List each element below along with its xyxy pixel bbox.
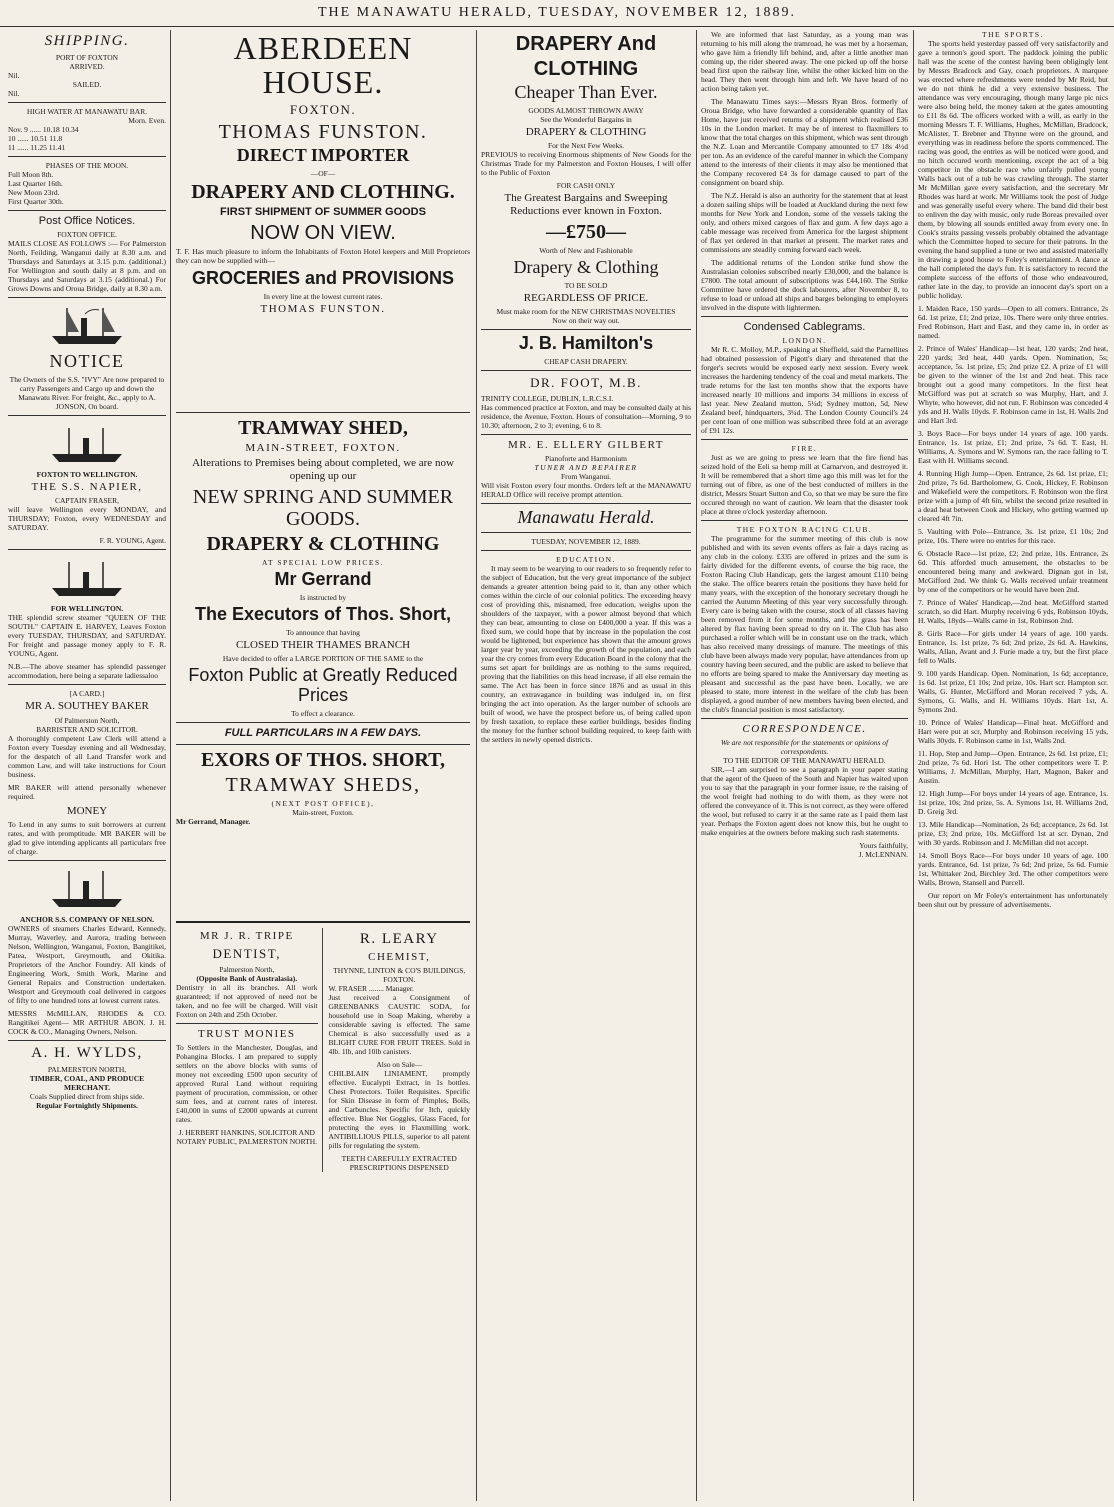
main-street-2: Main-street, Foxton.	[292, 807, 354, 817]
drapery-clothing-heading: DRAPERY AND CLOTHING.	[191, 180, 455, 203]
next-few-weeks: For the Next Few Weeks.	[547, 140, 625, 150]
news-item: The N.Z. Herald is also an authority for the statement that at least a dozen sailing ships will be loaded at Auckland during the next few months for New York and London, some of the vessels taking the only, and others mixed cargoes of flax and gum. A few days ago a cable message was received from America for the largest shipment of flax yet ordered in that market at present. The market rates and commissions are steadily coming forward each week.	[701, 191, 908, 254]
moon-line: Last Quarter 16th.	[8, 179, 63, 189]
sports-result: 12. High Jump—For boys under 14 years of age. Entrance, 1s. 1st prize, 10s; 2nd prize, 5s. A. Symons 1st, H. Williams 2nd, D. Greig 3rd.	[918, 789, 1108, 816]
anchor-agents: MESSRS McMILLAN, RHODES & CO. Rangitikei Agent— MR ARTHUR ABON. J. H. COCK & CO., Managing Owners, Nelson.	[8, 1008, 166, 1036]
london-heading: LONDON.	[782, 336, 827, 346]
column-sports	[918, 30, 1108, 1501]
sports-result: 5. Vaulting with Pole—Entrance, 3s. 1st prize, £1 10s; 2nd prize, 10s. There were no entries for this race.	[918, 527, 1108, 545]
sports-result: 4. Running High Jump—Open. Entrance, 2s 6d. 1st prize, £1; 2nd prize, 7s 6d. Bartholomew, G. Cook, Hickey, F. Robinson and Wakefield were the competitors. F. Robinson won the first prize with a jump of 4ft 6in, whilst the second prize resulted in a dead heat between Cook and Hickey, who getting warmed up cleared 4ft 7in.	[918, 469, 1108, 523]
moon-line: Full Moon 8th.	[8, 170, 54, 180]
column-news	[701, 30, 908, 1501]
tf-announcement: T. F. Has much pleasure to inform the Inhabitants of Foxton Hotel keepers and Mill Proprietors they can now be supplied with—	[176, 246, 470, 265]
gilbert-role: TUNER AND REPAIRER	[534, 462, 638, 472]
next-post-office: (NEXT POST OFFICE),	[271, 798, 375, 808]
leary-text: Just received a Consignment of GREENBANKS CAUSTIC SODA, for household use in Soap Making, whereby a considerable saving is effected. The same Chemical is also successfully used as a BLIGHT CURE FOR FRUIT TREES. Sold in 4lb. 1lb, and 10lb canisters.	[328, 993, 470, 1057]
direct-importer: DIRECT IMPORTER	[236, 144, 410, 165]
route-heading: FOXTON TO WELLINGTON.	[36, 470, 138, 480]
napier-title: THE S.S. NAPIER,	[31, 481, 143, 494]
correspondence-signoff: Yours faithfully,	[859, 841, 908, 851]
column-rule	[696, 30, 697, 1501]
foot-name: DR. FOOT, M.B.	[530, 375, 642, 391]
decided-text: Have decided to offer a LARGE PORTION OF THE SAME to the	[222, 654, 424, 664]
tripe-advert	[176, 928, 323, 1172]
tripe-bank: (Opposite Bank of Australasia).	[196, 973, 298, 983]
steamship-icon	[47, 865, 127, 911]
aberdeen-house-title: ABERDEEN HOUSE.	[233, 30, 413, 100]
foxton-public-heading: Foxton Public at Greatly Reduced Prices	[188, 665, 458, 705]
news-item: The additional returns of the London strike fund show the Australasian colonies subscribed nearly £30,000, and the balance is £7800. The total amount of subscriptions was £44,160. The Strike Committee have ordered the dock labourers, after November 8, to refuse to load or unload all ships and barges belonging to employers involved in the dispute with lightermen.	[701, 258, 908, 312]
date-line: TUESDAY, NOVEMBER 12, 1889.	[531, 536, 641, 546]
sailed-heading: SAILED.	[72, 80, 102, 90]
baker-name: MR A. SOUTHEY BAKER	[25, 700, 149, 713]
full-particulars: FULL PARTICULARS IN A FEW DAYS.	[224, 726, 422, 739]
news-item: The Manawatu Times says:—Messrs Ryan Bros. formerly of Oroua Bridge, who have forwarded a considerable quantity of flax Home, have just received returns of a shipment which realised £36 10s in the London market. It may be of interest to flaxmillers to know that the total charges on this shipment, which was sent through the N.Z. Loan and Mercantile Company amounted to £7 18s 4½d per ton. As an evidence of the careful manner in which the Company attend to the interests of their clients it may also be mentioned that the Company recovered £4 3s for damage caused to part of the consignment on board ship.	[701, 97, 908, 187]
see-wonderful: See the Wonderful Bargains in	[540, 114, 632, 124]
also-on-sale: Also on Sale—	[376, 1060, 423, 1070]
queen-text: THE splendid screw steamer "QUEEN OF THE SOUTH." CAPTAIN E. HARVEY, Leaves Foxton every TUESDAY, THURSDAY, and SATURDAY. For freight and passage money apply to F. R. YOUNG, Agent.	[8, 613, 166, 659]
drapery-clothing-heading-2: DRAPERY & CLOTHING	[206, 533, 440, 556]
for-cash: FOR CASH ONLY	[556, 180, 616, 190]
gilbert-name: MR. E. ELLERY GILBERT	[507, 438, 664, 451]
napier-agent: F. R. YOUNG, Agent.	[99, 536, 166, 546]
racing-club-text: The programme for the summer meeting of this club is now published and with its seven events offers as fair a days racing as any club in the colony. £335 are offered in prizes and the sum is fairly divided for the different events, of course the big race, the Foxton Racing Club Handicap, gets the largest amount £110 being the stake. The office bearers retain the positions they have held for many years, with the exception of the honorary secretary though he carried the Autumn Meeting of this year very successfully through. Every care is being taken with the course, stock of all classes having been removed from it for some months, and the grass has been altered by flax having been spread to dry on it. The Club has also purchased a roller which will be in constant use on the track, which has also received many dressings of manure. The meetings of this club have been always made very popular, have attendances from up country having been secured, and the public are asked to believe that no efforts are being spared to make the Anniversary day meeting as pleasant and successful as the past have been. Locally, we are pleased to state, more interest in the welfare of the club has been displayed, a good number of new members having been elected, and the club's financial position is most satisfactory.	[701, 534, 908, 715]
baker-place: Of Palmerston North,	[54, 715, 120, 725]
correspondence-letter: SIR,—I am surprised to see a paragraph in your paper stating that the agent of the Queen of the South and Napier has waited upon you to say that the paragraph in your former issue, re the raising of the wool freight had nothing to do with them, as they were not offered the conveyance of it. This is not correct, as they were offered the wool, but refused to carry it at the same rate as I paid them last year. Perhaps the Foxton agent does not know this, but he ought to make enquiries at the owners before making such rash statements.	[701, 765, 908, 838]
notice-title: NOTICE	[49, 351, 125, 372]
first-shipment: FIRST SHIPMENT OF SUMMER GOODS	[220, 205, 426, 218]
closed-branch: CLOSED THEIR THAMES BRANCH	[235, 638, 411, 651]
shipping-title: SHIPPING.	[44, 33, 130, 49]
column-rule	[913, 30, 914, 1501]
leary-manager: W. FRASER ........ Manager.	[328, 984, 414, 994]
racing-club-heading: THE FOXTON RACING CLUB.	[736, 525, 873, 535]
baker-text-2: MR BAKER will attend personally whenever required.	[8, 782, 166, 801]
leary-address: THYNNE, LINTON & CO'S BUILDINGS, FOXTON.	[333, 966, 466, 985]
gilbert-from: From Wanganui.	[560, 471, 612, 481]
foot-college: TRINITY COLLEGE, DUBLIN, L.R.C.S.I.	[481, 393, 614, 403]
high-water-heading: HIGH WATER AT MANAWATU BAR.	[26, 107, 148, 117]
column-hamilton-editorial	[481, 30, 691, 1501]
trust-monies-text: To Settlers in the Manchester, Douglas, and Pohangina Blocks. I am prepared to supply settlers on the above blocks with sums of money not exceeding £500 upon security of approved Rural Land without requiring payment of procuration, commission, or other sum fees, and at current rates of interest. £40,000 in sums of £2000 upwards at current rates.	[176, 1042, 318, 1124]
tripe-name: MR J. R. TRIPE	[199, 929, 294, 942]
arrived-value: Nil.	[8, 71, 20, 81]
sports-result: 7. Prince of Wales' Handicap,—2nd heat. McGifford started scratch, so did Hart. Murphy receiving 6 yds, Robinson 10yds, H. Walls, 18yds—Walls came in 1st, Robinson 2nd.	[918, 598, 1108, 625]
to-be-sold: TO BE SOLD	[564, 281, 608, 291]
sports-result: 10. Prince of Wales' Handicap—Final heat. McGifford and Hart were put at scr, Murphy and Robinson receiving 15 yds, Walls 30yds. F. Robinson came in 1st, Walls 2nd.	[918, 718, 1108, 745]
gilbert-text: Will visit Foxton every four months. Orders left at the MANAWATU HERALD Office will receive prompt attention.	[481, 480, 691, 499]
correspondence-to: TO THE EDITOR OF THE MANAWATU HERALD.	[723, 756, 886, 766]
tramway-sheds-heading: TRAMWAY SHEDS,	[225, 773, 421, 796]
tripe-place: Palmerston North,	[219, 964, 275, 974]
hamilton-heading: J. B. Hamilton's	[518, 333, 654, 354]
education-heading: EDUCATION.	[556, 554, 616, 564]
clearance-label: To effect a clearance.	[291, 708, 355, 718]
sports-result: 9. 100 yards Handicap. Open. Nomination, 1s 6d; acceptance, 1s 6d. 1st prize, £1 10s; 2nd prize, 10s. Hart scr. Hampton scr. Walls, G. Hunter, McGifford and Moran received 7 yds, A. Symons, G. Walls, and H. Williams 10yds. Hart 1st, A. Symons 2nd.	[918, 669, 1108, 714]
route-heading: FOR WELLINGTON.	[50, 604, 124, 614]
sailed-value: Nil.	[8, 89, 20, 99]
moon-line: First Quarter 30th.	[8, 197, 64, 207]
column-shipping	[8, 30, 166, 1501]
cheap-cash-drapery: CHEAP CASH DRAPERY.	[544, 357, 628, 367]
steamship-icon	[47, 420, 127, 466]
leary-advert	[329, 928, 471, 1172]
card-label: [A CARD.]	[69, 689, 105, 699]
new-spring-heading: NEW SPRING AND SUMMER GOODS.	[192, 486, 454, 531]
correspondence-heading: CORRESPONDENCE.	[742, 723, 867, 736]
special-prices: AT SPECIAL LOW PRICES.	[261, 558, 385, 568]
wylds-footer: Regular Fortnightly Shipments.	[36, 1101, 138, 1111]
now-on-view: NOW ON VIEW.	[250, 221, 396, 244]
post-office-subtitle: FOXTON OFFICE.	[57, 230, 117, 240]
baker-role: BARRISTER AND SOLICITOR.	[36, 724, 138, 734]
sports-report: The sports held yesterday passed off very satisfactorily and gave a tennon's good sport. The paddock joining the public hall was the scene of the contest having been obligingly lent by Messrs Bradcock and Gay, coach proprietors. A marquee was erected where refreshments were tended by Mr Reid, but we do not think he did a very extensive business. The attendance was very encouraging, though many large pic nics were also being held, the money taken at the gates amounting to £11 8s 6d. The officers worked with a will, as early in the morning Messrs T. F. Williams, Hughes, McMillan, Bradcock, McAlister, T. Brebner and Thynne were on the ground, and everything was in readiness before the sports commenced. The racing was good, the entries as will be noticed were good, and no hitch occured worth mentioning, except the act of a big competitor in the obstacle race who unfairly pulled young Walls back out of a tub he was crawling through. The starter Mr McMillan gave every satisfaction, and the secretary Mr Rhodes was hard at work. Mr Williams took the post of Judge and was generally useful every where. The band did their best to enliven the day with music, only rude Boreas prevailed over them, by blowing all sounds entitled away from every one. In Cook's straits passing vessels probably obtained the advantage which the Committee hoped to secure for their patrons. In the evening the band supplied a tune or two and assisted materially in drawing a good house to Foley's entertainment. A dance at the hall completed the day's fun. It is satisfactory to record the complete success of the efforts of those who endeavoured, rather late in the day, to provide an innocent day's sport on a public holiday.	[918, 39, 1108, 300]
dentist-label: DENTIST,	[212, 946, 281, 962]
prescriptions-label: PRESCRIPTIONS DISPENSED	[349, 1163, 449, 1173]
napier-text: will leave Wellington every MONDAY, and THURSDAY; Foxton, every WEDNESDAY and SATURDAY.	[8, 505, 166, 533]
correspondence-note: We are not responsible for the statements or opinions of correspondents.	[720, 738, 889, 757]
cablegrams-title: Condensed Cablegrams.	[743, 321, 866, 333]
tramway-shed-title: TRAMWAY SHED,	[238, 416, 408, 439]
exors-heading: EXORS OF THOS. SHORT,	[201, 748, 445, 771]
instructed-label: Is instructed by	[299, 593, 347, 603]
wylds-place: PALMERSTON NORTH,	[47, 1065, 127, 1075]
foot-text: Has commenced practice at Foxton, and may be consulted daily at his residence, the Avenue, Foxton. Hours of consultation—Morning, 9 to 10.30; afternoon, 2 to 3; evening, 6 to 8.	[481, 402, 691, 430]
groceries-heading: GROCERIES and PROVISIONS	[191, 267, 455, 288]
moon-line: New Moon 23rd.	[8, 188, 60, 198]
cheaper-heading: Cheaper Than Ever.	[514, 82, 658, 102]
wylds-trade: TIMBER, COAL, AND PRODUCE MERCHANT.	[29, 1074, 145, 1093]
gilbert-subtitle: Pianoforte and Harmonium	[544, 453, 628, 463]
sports-heading: THE SPORTS.	[982, 30, 1044, 39]
funston-signature: THOMAS FUNSTON.	[260, 302, 386, 315]
hankins-signature: J. HERBERT HANKINS, SOLICITOR AND NOTARY PUBLIC, PALMERSTON NORTH.	[176, 1127, 318, 1146]
sports-result: 11. Hop, Step and Jump—Open. Entrance, 2s 6d. 1st prize, £1; 2nd prize, 7s 6d. Hori 1st. The other competitors were T. P. Williams, J. McMillan, Murphy, Hart, Magnon, Baker and Austin.	[918, 749, 1108, 785]
arrived-heading: ARRIVED.	[69, 62, 105, 72]
notice-text: The Owners of the S.S. "IVY" Are now prepared to carry Passengers and Cargo up and down the Manawatu River. For freight, &c., apply to A. JONSON, On board.	[9, 375, 165, 412]
goods-thrown: GOODS ALMOST THROWN AWAY	[528, 105, 644, 115]
chilblain-text: CHILBLAIN LINIAMENT, promptly effective. Eucalypti Extract, in 1s bottles. Chest Protectors. Toilet Requisites. Specific for Skin Disease in form of Pimples, Boils, and Carbuncles. Specific for Itch, quickly effective. Blue Net Goggles, Glass Faced, for protecting the eyes in Flaxmilling work. ANTIBILLIOUS PILLS, superior to all patent pills for regulating the system.	[328, 1069, 470, 1151]
gerrand-name: Mr Gerrand	[274, 569, 372, 590]
column-advertisements	[176, 30, 470, 1501]
money-title: MONEY	[66, 804, 108, 817]
executors-heading: The Executors of Thos. Short,	[194, 604, 452, 625]
foxton-label: FOXTON.	[289, 102, 357, 118]
chemist-label: CHEMIST,	[368, 951, 431, 964]
napier-captain: CAPTAIN FRASER,	[55, 496, 119, 506]
clothing-heading: CLOTHING	[533, 58, 639, 80]
drapery-clothing-heading-3: Drapery & Clothing	[513, 257, 659, 278]
announce-label: To announce that having	[286, 627, 360, 637]
education-article: It may seem to be wearying to our readers to so frequently refer to the subject of Education, but the very great importance of the subject demands a greater attention being paid to it, than any other which comes within the circle of our colonial politics. The exceeding heavy cost of providing this, misnamed, free education, weighs upon the shoulders of the taxpayer, with a power almost beyond that which they can bear, amounting to close on £400,000 a year. If this was a fixed sum, we could hope that by increase in the population the cost would be lightened, but experience has shown that the amount grows larger year by year, exceeding the growth of the population, and each year the cry comes from every Education Board in the colony that the sums set apart for buildings are as nothing to the sums required, proving that the liabilities on this head increase, if all else remain the same. The Act has been in force since 1876 and as usual in this country, an extravagance in building was indulged in, on first bringing the act into operation. As the larger number of schools are built of wood, we have the prospect before us, of being called upon by fresh taxation, to replace these earlier buildings, besides finding the money for the further school building required, to keep faith with the settlers in newly opened districts.	[481, 563, 691, 744]
funston-name: THOMAS FUNSTON.	[218, 120, 428, 143]
steamship-icon	[47, 302, 127, 348]
queen-nb: N.B.—The above steamer has splendid passenger accommodation, here being a separate ladiessaloo	[8, 662, 166, 681]
tide-row: 11 ...... 11.25 11.41	[8, 143, 66, 153]
wylds-text: Coals Supplied direct from ships side.	[29, 1092, 145, 1102]
steamship-icon	[47, 554, 127, 600]
teeth-label: TEETH CAREFULLY EXTRACTED	[341, 1154, 457, 1164]
correspondence-signature: J. McLENNAN.	[858, 850, 908, 860]
baker-text: A thoroughly competent Law Clerk will attend a Foxton every Tuesday evening and all Wednesday, for the despatch of all Land Transfer work and common Law, and will take instructions for Court business.	[8, 733, 166, 779]
port-heading: PORT OF FOXTON	[55, 53, 119, 63]
previous-text: PREVIOUS to receiving Enormous shipments of New Goods for the Christmas Trade for my Palmerston and Foxton Houses, I will offer to the Public of Foxton	[481, 149, 691, 177]
column-rule	[476, 30, 477, 1501]
trust-monies-title: TRUST MONIES	[197, 1027, 296, 1040]
of-label: —OF—	[310, 168, 336, 178]
sports-result: 14. Smoll Boys Race—For boys under 10 years of age. 100 yards. Entrance, 6d. 1st prize, 7s 6d; 2nd prize, 5s 6d. Furnie 1st, Whittaker 2nd, Birchley 3rd. The other competitors were Walls, Brown, Stansell and Purcell.	[918, 851, 1108, 887]
drapery-clothing-label: DRAPERY & CLOTHING	[525, 125, 647, 138]
moon-heading: PHASES OF THE MOON.	[45, 161, 129, 171]
sports-result: 2. Prince of Wales' Handicap—1st heat, 120 yards; 2nd heat, 220 yards; 3rd heat, 440 yards. Open. Nomination, 5s; acceptance, 5s. 1st prize, £5; 2nd prize £2. A prize of £1 will be given to the winner of the 1st and 2nd heat. This race brought out a good many competitors. In the first heat McGifford was put at scratch so was Murphy, Hart, and J. Whyte, who however, did not run. F. Robinson was conceded 4 yds and H. Walls 10yds. F. Robinson came in 1st, H. Walls 2nd and Hart 3rd.	[918, 344, 1108, 425]
masthead: THE MANAWATU HERALD, TUESDAY, NOVEMBER 12, 1889.	[0, 0, 1114, 27]
greatest-bargains: The Greatest Bargains and Sweeping Reductions ever known in Foxton.	[504, 191, 668, 218]
fire-text: Just as we are going to press we learn that the fire fiend has seized hold of the Eeli sa hemp mill at Carnarvon, and destroyed it. It will be remembered that a short time ago this mill was let for the turning out of fibre, as one of the best conducted of millers in the district, Messrs Stuart Sutton and Co, so that we may be sure the fire occured through no want of caution. We learn that the disaster took place at three o'clock yesterday afternoon.	[701, 453, 908, 517]
alterations-text: Alterations to Premises being about completed, we are now opening up our	[192, 456, 454, 483]
drapery-and-heading: DRAPERY And	[515, 33, 657, 55]
sports-result: 6. Obstacle Race—1st prize, £2; 2nd prize, 10s. Entrance, 2s 6d. This afforded much amusement, the obstacles to be encountered being many and awkward. Dignan got in 1st, McGifford 2nd. We think G. Walls received unfair treatment by one of the competitors or he would have been 2nd.	[918, 549, 1108, 594]
tide-header: Morn. Even.	[128, 116, 166, 126]
post-office-title: Post Office Notices.	[38, 215, 136, 228]
cablegrams-text: Mr R. C. Molloy, M.P., speaking at Sheffield, said the Parnellites had obtained possession of Pigott's diary and threatened that the forger's secrets would be exposed early next session. Every week increases the hardening tendency of the coal and metal markets. The trade returns for the last ten months show that the exports have increased nearly 10 millions and imports 34 millions in excess of last year. New Zealand mutton, 5¼d; Sydney mutton, 5d, New Zealand beef, hindquarters, 3¼d. The London County Council's 24 per cent loan of one million was subscribed three fold at an average of £91 12s.	[701, 345, 908, 436]
column-rule	[170, 30, 171, 1501]
sports-result: 1. Maiden Race, 150 yards—Open to all comers. Entrance, 2s 6d. 1st prize, £1; 2nd prize, 10s. There were only three entries. Fred Robinson, Hart and East, and they came in, in order as named.	[918, 304, 1108, 340]
every-line: In every line at the lowest current rates.	[263, 291, 383, 301]
amount-heading: —£750—	[546, 221, 626, 244]
tide-row: Nov. 9 ...... 10.18 10.34	[8, 125, 79, 135]
tide-row: 10 ...... 10.51 11.8	[8, 134, 63, 144]
sports-result: 13. Mile Handicap—Nomination, 2s 6d; acceptance, 2s 6d. 1st prize, £3; 2nd prize, 10s. McGifford 1st at scr. Dynan, 2nd with 30 yards. Robinson and J. McMillan did not accept.	[918, 820, 1108, 847]
anchor-text: OWNERS of steamers Charles Edward, Kennedy, Murray, Waverley, and Aurora, trading between Nelson, Wellington, Wanganui, Foxton, Bangitikei, Patea, Westport, Greymouth, and Okitika. Proprietors of the Anchor Foundry. All kinds of Engineering Work, Smith Work, Marine and General Repairs and Construction undertaken. Westport and Greymouth coal delivered in cargoes of fifty to one hundred tons at lowest current rates.	[8, 923, 166, 1005]
news-item: We are informed that last Saturday, as a young man was returning to his mill along the tramroad, he was met by a horseman, who gave him a friendly lift behind, and, after a little another man coming up, the rider sheered away. The one picked up off the horse bead first upon the railway line, whilst the other kicked him on the head. They then went through him and left. We have heard of no action being taken yet.	[701, 30, 908, 93]
fire-heading: FIRE.	[791, 444, 818, 454]
money-text: To Lend in any sums to suit borrowers at current rates, and with promptitude. MR BAKER will be glad to give intending applicants all particulars free of charge.	[8, 819, 166, 856]
must-make-room: Must make room for the NEW CHRISTMAS NOVELTIES	[496, 307, 676, 317]
wylds-name: A. H. WYLDS,	[31, 1044, 143, 1061]
sports-result: 8. Girls Race—For girls under 14 years of age. 100 yards. Entrance, 1s. 1st prize, 7s 6d; 2nd prize, 2s 6d. A. Hawkins, Walls, Allan, Avant and J. Furie made a try, but the first place fell to Walls.	[918, 629, 1108, 665]
main-street-label: MAIN-STREET, FOXTON.	[245, 441, 401, 454]
herald-masthead: Manawatu Herald.	[517, 506, 655, 527]
tripe-text: Dentistry in all its branches. All work guaranteed; if not approved of need not be taken, and no fee will be charged. Will visit Foxton on 24th and 25th October.	[176, 982, 318, 1019]
anchor-title: ANCHOR S.S. COMPANY OF NELSON.	[19, 914, 155, 924]
now-on-way: Now on their way out.	[552, 316, 620, 326]
regardless-heading: REGARDLESS OF PRICE.	[523, 292, 649, 305]
post-office-text: MAILS CLOSE AS FOLLOWS :— For Palmerston North, Feilding, Wanganui daily at 8.30 a.m. and Thursdays and Saturdays at 3.15 p.m. (additional.) For Wellington and south daily at 8 p.m. and on Thursdays and Saturdays at 3.15 (additional.) For Grows Downs and Oroua Bridge, daily at 8.30 a.m.	[8, 239, 166, 294]
gerrand-manager: Mr Gerrand, Manager.	[176, 816, 251, 826]
sports-footnote: Our report on Mr Foley's entertainment has unfortunately been shut out by pressure of advertisements.	[918, 891, 1108, 909]
sports-result: 3. Boys Race—For boys under 14 years of age. 100 yards. Entrance, 1s. 1st prize, £1; 2nd prize, 7s 6d. T. East, H. Williams, A. Symons and W. Symons ran, the race falling to T. East with H. Williams second.	[918, 429, 1108, 465]
worth-label: Worth of New and Fashionable	[539, 246, 633, 256]
leary-name: R. LEARY	[359, 930, 439, 947]
